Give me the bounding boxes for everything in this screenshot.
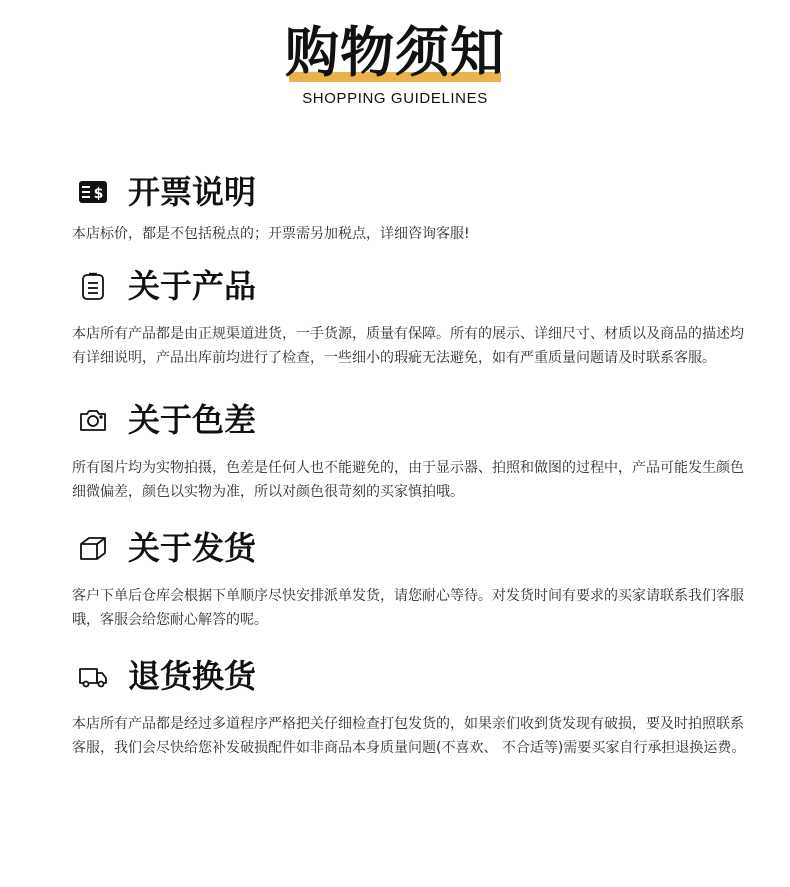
section-returns bbox=[72, 654, 752, 760]
section-title: 开票说明 bbox=[128, 173, 257, 211]
section-title: 关于色差 bbox=[128, 401, 257, 439]
section-color bbox=[72, 398, 752, 504]
clipboard-list-icon bbox=[78, 271, 108, 301]
section-body: 客户下单后仓库会根据下单顺序尽快安排派单发货，请您耐心等待。对发货时间有要求的买家请联系我们客服哦，客服会给您耐心解答的呢。 bbox=[72, 588, 744, 628]
section-title: 退货换货 bbox=[128, 657, 257, 695]
section-header bbox=[72, 398, 752, 442]
page-header bbox=[0, 20, 790, 107]
section-product bbox=[72, 264, 752, 370]
page-subtitle: SHOPPING GUIDELINES bbox=[302, 90, 488, 107]
section-header bbox=[72, 654, 752, 698]
section-title: 关于产品 bbox=[128, 267, 257, 305]
section-header bbox=[72, 526, 752, 570]
page-title: 购物须知 bbox=[285, 20, 505, 84]
section-header bbox=[72, 264, 752, 308]
section-body: 本店所有产品都是经过多道程序严格把关仔细检查打包发货的，如果亲们收到货发现有破损，要及时拍照联系客服，我们会尽快给您补发破损配件如非商品本身质量问题(不喜欢、 不合适等)需要买家自行承担退换运费。 bbox=[72, 716, 746, 756]
invoice-dollar-icon bbox=[78, 177, 108, 207]
section-body: 本店标价，都是不包括税点的；开票需另加税点，详细咨询客服! bbox=[72, 226, 470, 242]
page-title-block bbox=[285, 20, 505, 84]
section-body: 本店所有产品都是由正规渠道进货，一手货源，质量有保障。所有的展示、详细尺寸、材质以及商品的描述均有详细说明，产品出库前均进行了检查，一些细小的瑕疵无法避免，如有严重质量问题请及时联系客服。 bbox=[72, 326, 744, 366]
box-icon bbox=[78, 533, 108, 563]
section-shipping bbox=[72, 526, 752, 632]
section-body: 所有图片均为实物拍摄，色差是任何人也不能避免的，由于显示器、拍照和做图的过程中，产品可能发生颜色细微偏差，颜色以实物为准，所以对颜色很苛刻的买家慎拍哦。 bbox=[72, 460, 744, 500]
section-title: 关于发货 bbox=[128, 529, 257, 567]
svg-text:$: $ bbox=[93, 186, 104, 202]
truck-icon bbox=[78, 661, 108, 691]
section-header bbox=[72, 170, 752, 214]
camera-icon bbox=[78, 405, 108, 435]
section-invoice bbox=[72, 170, 752, 246]
